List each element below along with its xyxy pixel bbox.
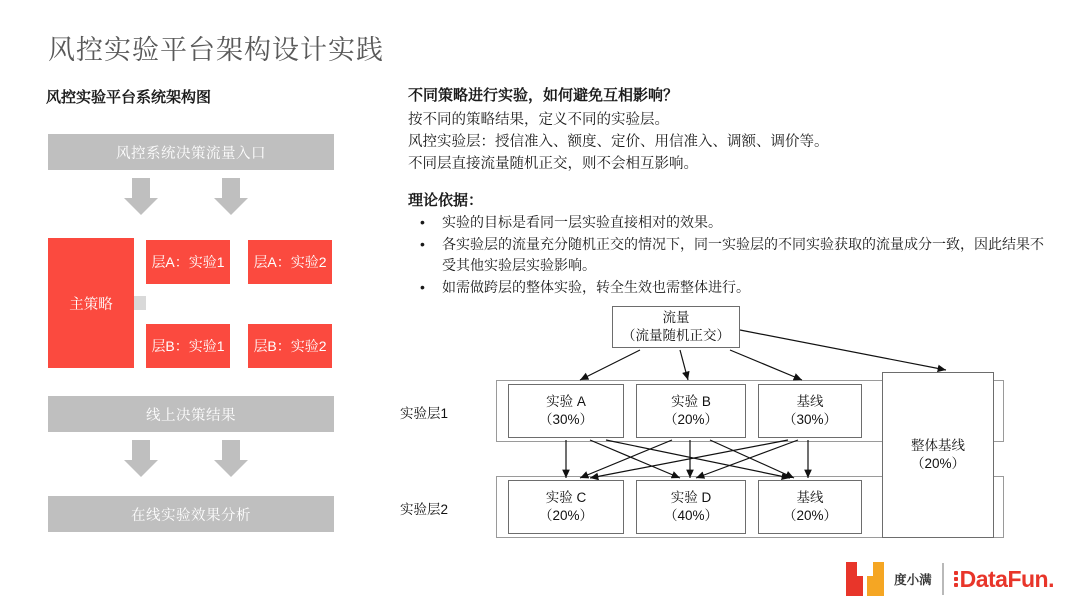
box-name: 基线 <box>796 394 824 409</box>
diagram-source-line1: 流量 <box>662 310 690 325</box>
arrow-down-left-1 <box>124 178 158 215</box>
box-name: 实验 D <box>670 490 712 505</box>
layer-1-label: 实验层1 <box>400 406 449 421</box>
right-line-3: 不同层直接流量随机正交，则不会相互影响。 <box>408 156 698 172</box>
footer-divider <box>942 563 944 595</box>
main-strategy-box: 主策略 <box>48 238 134 368</box>
box-share: （30%） <box>538 412 594 427</box>
duxiaoman-logo-text: 度小满 <box>894 573 932 587</box>
box-share: （20%） <box>663 412 719 427</box>
list-item <box>408 277 1048 298</box>
box-name: 基线 <box>796 490 824 505</box>
page-title: 风控实验平台架构设计实践 <box>48 35 384 65</box>
bullet-text: 各实验层的流量充分随机正交的情况下，同一实验层的不同实验获取的流量成分一致，因此结果不受其他实验层实验影响。 <box>442 236 1044 273</box>
layer2-box-experiment-c <box>508 480 624 534</box>
diagram-source-line2: （流量随机正交） <box>622 328 730 343</box>
left-section-heading: 风控实验平台系统架构图 <box>46 89 212 106</box>
box-name: 整体基线 <box>911 438 965 453</box>
layer-2-label: 实验层2 <box>400 502 449 517</box>
layer1-box-experiment-b <box>636 384 746 438</box>
box-share: （20%） <box>538 508 594 523</box>
experiment-box-b2: 层B：实验2 <box>248 324 332 368</box>
box-name: 实验 B <box>671 394 711 409</box>
arrow-down-left-4 <box>214 440 248 477</box>
box-name: 实验 A <box>546 394 586 409</box>
right-heading: 不同策略进行实验，如何避免互相影响？ <box>408 87 679 104</box>
experiment-box-a1: 层A：实验1 <box>146 240 230 284</box>
box-share: （20%） <box>782 508 838 523</box>
online-decision-result-bar: 线上决策结果 <box>48 396 334 432</box>
arrow-down-left-3 <box>124 440 158 477</box>
theory-bullet-list <box>408 212 1048 298</box>
overall-baseline-box <box>882 372 994 538</box>
datafun-logo <box>954 566 1054 593</box>
datafun-logo-text: DataFun. <box>959 565 1054 592</box>
layer2-box-experiment-d <box>636 480 746 534</box>
online-experiment-analysis-bar: 在线实验效果分析 <box>48 496 334 532</box>
bullet-dot-icon: • <box>420 214 425 230</box>
bullet-text: 如需做跨层的整体实验，转全生效也需整体进行。 <box>442 279 750 295</box>
layer1-box-experiment-a <box>508 384 624 438</box>
arrow-down-left-2 <box>214 178 248 215</box>
box-name: 实验 C <box>545 490 587 505</box>
bullet-dot-icon: • <box>420 279 425 295</box>
bullet-text: 实验的目标是看同一层实验直接相对的效果。 <box>442 214 722 230</box>
traffic-orthogonality-diagram <box>390 300 1050 550</box>
list-item <box>408 234 1048 276</box>
right-line-2: 风控实验层：授信准入、额度、定价、用信准入、调额、调价等。 <box>408 134 829 150</box>
experiment-box-b1: 层B：实验1 <box>146 324 230 368</box>
right-line-1: 按不同的策略结果，定义不同的实验层。 <box>408 112 669 128</box>
layer1-box-baseline <box>758 384 862 438</box>
box-share: （20%） <box>910 456 966 471</box>
duxiaoman-logo-icon <box>846 562 884 596</box>
footer-logos <box>846 562 1054 596</box>
datafun-dots-icon <box>954 569 958 589</box>
box-share: （30%） <box>782 412 838 427</box>
right-text-column <box>408 84 1048 299</box>
connector-vertical <box>134 296 146 310</box>
list-item <box>408 212 1048 233</box>
layer2-box-baseline <box>758 480 862 534</box>
bullet-dot-icon: • <box>420 236 425 252</box>
diagram-source-box <box>612 306 740 348</box>
theory-heading: 理论依据： <box>408 192 484 209</box>
experiment-box-a2: 层A：实验2 <box>248 240 332 284</box>
flow-entry-bar: 风控系统决策流量入口 <box>48 134 334 170</box>
box-share: （40%） <box>663 508 719 523</box>
